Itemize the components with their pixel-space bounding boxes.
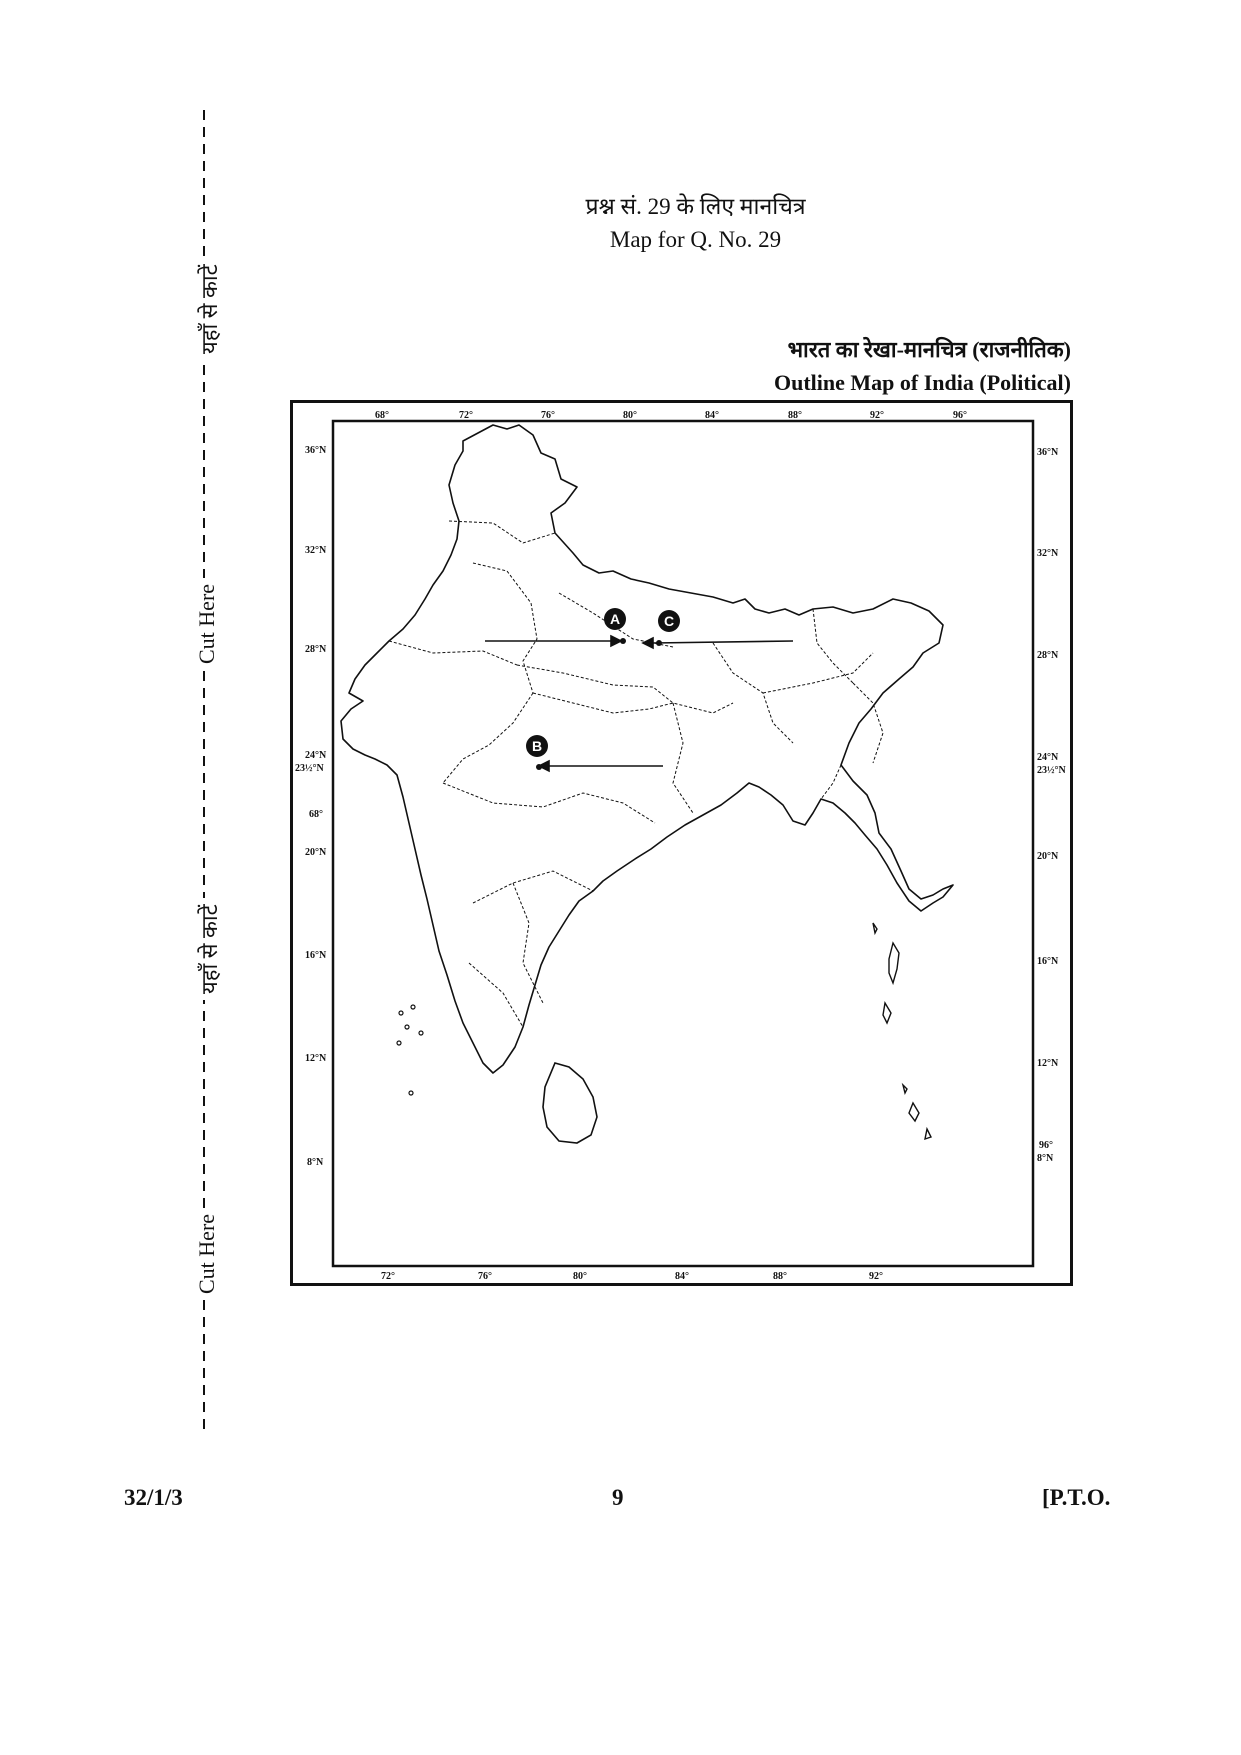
- lat-right-8: 96°: [1039, 1140, 1053, 1151]
- marker-b-dot: [536, 764, 542, 770]
- lat-right-5: 20°N: [1037, 851, 1059, 862]
- lat-right-1: 32°N: [1037, 548, 1059, 559]
- footer-code: 32/1/3: [124, 1485, 183, 1510]
- andaman-nicobar-islands: [873, 923, 931, 1139]
- arrow-c-head: [643, 638, 653, 648]
- lat-right-0: 36°N: [1037, 447, 1059, 458]
- footer-pto: [P.T.O.: [1042, 1485, 1111, 1510]
- lat-left-2: 28°N: [305, 644, 327, 655]
- lat-right-2: 28°N: [1037, 650, 1059, 661]
- marker-c-label: C: [663, 613, 675, 629]
- bottom-longitudes: [381, 1271, 883, 1282]
- lat-left-5: 68°: [309, 809, 323, 820]
- map-title-english: Outline Map of India (Political): [774, 370, 1071, 395]
- lat-left-3: 24°N: [305, 750, 327, 761]
- footer-page-number: 9: [612, 1485, 624, 1510]
- india-outline: [341, 425, 953, 1073]
- lon-top-2: 76°: [541, 410, 555, 421]
- lon-top-1: 72°: [459, 410, 473, 421]
- question-heading: [0, 190, 1241, 256]
- state-boundaries: [389, 521, 883, 1027]
- lat-left-0: 36°N: [305, 445, 327, 456]
- lon-top-6: 92°: [870, 410, 884, 421]
- lakshadweep-islands: [397, 1005, 423, 1095]
- lon-bottom-1: 76°: [478, 1271, 492, 1282]
- cut-label-english-bottom: Cut Here: [194, 1208, 220, 1300]
- sri-lanka-outline: [543, 1063, 597, 1143]
- lat-left-7: 16°N: [305, 950, 327, 961]
- lat-right-6: 16°N: [1037, 956, 1059, 967]
- cut-line: [180, 110, 230, 1430]
- map-title-hindi: भारत का रेखा-मानचित्र (राजनीतिक): [787, 337, 1071, 362]
- question-hindi: प्रश्न सं. 29 के लिए मानचित्र: [585, 194, 806, 219]
- lat-left-4: 23½°N: [295, 763, 324, 774]
- arrow-c-line: [653, 641, 793, 643]
- lat-right-4: 23½°N: [1037, 765, 1066, 776]
- left-latitudes: [295, 445, 327, 1168]
- cut-label-hindi-top: यहाँ से काटें: [194, 258, 224, 360]
- lon-top-0: 68°: [375, 410, 389, 421]
- marker-a-label: A: [609, 611, 621, 627]
- lon-top-3: 80°: [623, 410, 637, 421]
- lat-left-8: 12°N: [305, 1053, 327, 1064]
- lon-top-4: 84°: [705, 410, 719, 421]
- cut-label-hindi-bottom: यहाँ से काटें: [194, 898, 224, 1000]
- top-longitudes: [375, 410, 967, 421]
- lat-left-1: 32°N: [305, 545, 327, 556]
- lon-bottom-3: 84°: [675, 1271, 689, 1282]
- right-latitudes: [1037, 447, 1066, 1164]
- lon-bottom-0: 72°: [381, 1271, 395, 1282]
- arrow-a-head: [611, 636, 621, 646]
- lat-right-3: 24°N: [1037, 752, 1059, 763]
- lon-bottom-5: 92°: [869, 1271, 883, 1282]
- lon-top-5: 88°: [788, 410, 802, 421]
- india-outline-map: [293, 403, 1070, 1283]
- lat-left-9: 8°N: [307, 1157, 324, 1168]
- lon-bottom-4: 88°: [773, 1271, 787, 1282]
- marker-c-dot: [656, 640, 662, 646]
- marker-b-label: B: [531, 738, 543, 754]
- map-title: [774, 333, 1071, 399]
- lat-right-9: 8°N: [1037, 1153, 1054, 1164]
- marker-a-dot: [620, 638, 626, 644]
- map-frame: [290, 400, 1073, 1286]
- marker-c: [656, 610, 680, 646]
- lon-top-7: 96°: [953, 410, 967, 421]
- cut-label-english-top: Cut Here: [194, 578, 220, 670]
- question-english: Map for Q. No. 29: [609, 227, 782, 252]
- lat-right-7: 12°N: [1037, 1058, 1059, 1069]
- lat-left-6: 20°N: [305, 847, 327, 858]
- lon-bottom-2: 80°: [573, 1271, 587, 1282]
- inner-frame: [333, 421, 1033, 1266]
